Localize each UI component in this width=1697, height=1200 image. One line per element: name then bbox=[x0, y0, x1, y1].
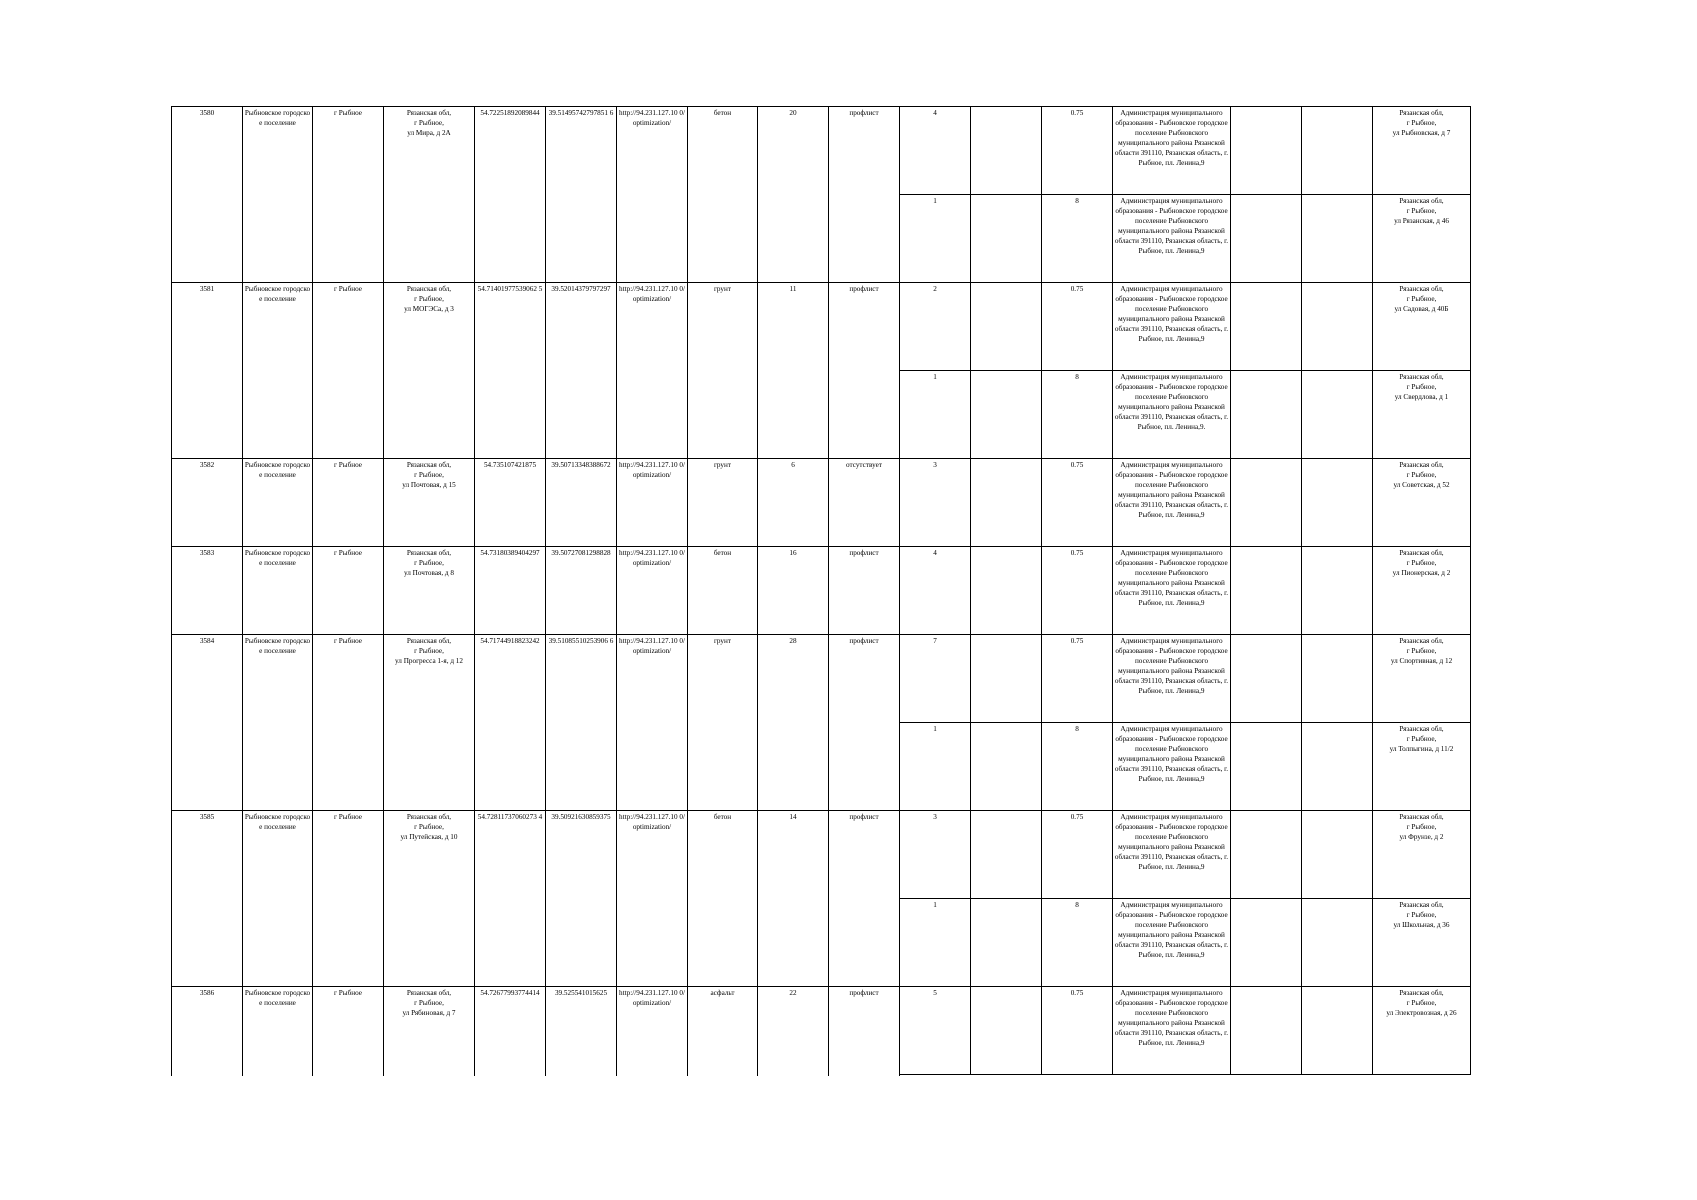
merged-cell-tail bbox=[243, 1075, 313, 1076]
site-address: Рязанская обл, г Рыбное, ул Мира, д 2А bbox=[384, 107, 475, 283]
served-address: Рязанская обл, г Рыбное, ул Рязанская, д 46 bbox=[1373, 195, 1471, 283]
empty-cell bbox=[971, 811, 1042, 899]
owner-info: Администрация муниципального образования - Рыбновское городское поселение Рыбновского муниципального района Рязанской области 391110, Рязанская область, г. Рыбное, пл. Ленина,9 bbox=[1113, 547, 1231, 635]
empty-cell bbox=[1231, 371, 1302, 459]
latitude-value: 54.72251892089844 bbox=[475, 107, 546, 283]
site-area: 11 bbox=[758, 283, 829, 459]
container-volume: 0.75 bbox=[1042, 811, 1113, 899]
settlement-name: Рыбновское городское поселение bbox=[243, 547, 313, 635]
empty-cell bbox=[1302, 899, 1373, 987]
fence-type: профлист bbox=[829, 107, 900, 283]
served-address: Рязанская обл, г Рыбное, ул Советская, д 52 bbox=[1373, 459, 1471, 547]
container-volume: 0.75 bbox=[1042, 459, 1113, 547]
container-volume: 0.75 bbox=[1042, 987, 1113, 1075]
empty-cell bbox=[971, 635, 1042, 723]
served-address: Рязанская обл, г Рыбное, ул Пионерская, д 2 bbox=[1373, 547, 1471, 635]
empty-cell bbox=[971, 195, 1042, 283]
empty-cell bbox=[1231, 635, 1302, 723]
empty-cell bbox=[1302, 195, 1373, 283]
site-area: 22 bbox=[758, 987, 829, 1075]
empty-cell bbox=[1231, 195, 1302, 283]
settlement-name: Рыбновское городское поселение bbox=[243, 635, 313, 811]
owner-info: Администрация муниципального образования - Рыбновское городское поселение Рыбновского муниципального района Рязанской области 391110, Рязанская область, г. Рыбное, пл. Ленина,9 bbox=[1113, 283, 1231, 371]
fence-type: профлист bbox=[829, 811, 900, 987]
record-number: 3580 bbox=[172, 107, 243, 283]
town-name: г Рыбное bbox=[313, 635, 384, 811]
empty-cell bbox=[1302, 371, 1373, 459]
blank-cell bbox=[900, 1075, 971, 1076]
container-count: 1 bbox=[900, 371, 971, 459]
merged-cell-tail bbox=[617, 1075, 688, 1076]
empty-cell bbox=[1231, 899, 1302, 987]
blank-cell bbox=[1373, 1075, 1471, 1076]
registry-table bbox=[171, 106, 1471, 1076]
served-address: Рязанская обл, г Рыбное, ул Фрунзе, д 2 bbox=[1373, 811, 1471, 899]
site-area: 14 bbox=[758, 811, 829, 987]
container-volume: 8 bbox=[1042, 195, 1113, 283]
fence-type: профлист bbox=[829, 283, 900, 459]
owner-info: Администрация муниципального образования - Рыбновское городское поселение Рыбновского муниципального района Рязанской области 391110, Рязанская область, г. Рыбное, пл. Ленина,9 bbox=[1113, 459, 1231, 547]
owner-info: Администрация муниципального образования - Рыбновское городское поселение Рыбновского муниципального района Рязанской области 391110, Рязанская область, г. Рыбное, пл. Ленина,9 bbox=[1113, 723, 1231, 811]
table-row bbox=[172, 635, 1471, 723]
map-link[interactable]: http://94.231.127.10 0/optimization/ bbox=[617, 987, 688, 1075]
container-volume: 0.75 bbox=[1042, 283, 1113, 371]
record-number: 3584 bbox=[172, 635, 243, 811]
table-tail-row bbox=[172, 1075, 1471, 1076]
empty-cell bbox=[1302, 107, 1373, 195]
owner-info: Администрация муниципального образования - Рыбновское городское поселение Рыбновского муниципального района Рязанской области 391110, Рязанская область, г. Рыбное, пл. Ленина,9 bbox=[1113, 107, 1231, 195]
empty-cell bbox=[971, 899, 1042, 987]
empty-cell bbox=[971, 987, 1042, 1075]
owner-info: Администрация муниципального образования - Рыбновское городское поселение Рыбновского муниципального района Рязанской области 391110, Рязанская область, г. Рыбное, пл. Ленина,9 bbox=[1113, 899, 1231, 987]
empty-cell bbox=[971, 107, 1042, 195]
empty-cell bbox=[971, 283, 1042, 371]
longitude-value: 39.52014379797297 bbox=[546, 283, 617, 459]
empty-cell bbox=[971, 459, 1042, 547]
settlement-name: Рыбновское городское поселение bbox=[243, 987, 313, 1075]
empty-cell bbox=[971, 547, 1042, 635]
table-row bbox=[172, 987, 1471, 1075]
table-row bbox=[172, 283, 1471, 371]
empty-cell bbox=[1302, 459, 1373, 547]
empty-cell bbox=[1302, 283, 1373, 371]
longitude-value: 39.50713348388672 bbox=[546, 459, 617, 547]
map-link[interactable]: http://94.231.127.10 0/optimization/ bbox=[617, 811, 688, 987]
map-link[interactable]: http://94.231.127.10 0/optimization/ bbox=[617, 547, 688, 635]
map-link[interactable]: http://94.231.127.10 0/optimization/ bbox=[617, 283, 688, 459]
blank-cell bbox=[1302, 1075, 1373, 1076]
surface-type: бетон bbox=[688, 107, 758, 283]
longitude-value: 39.50727081298828 bbox=[546, 547, 617, 635]
blank-cell bbox=[1042, 1075, 1113, 1076]
settlement-name: Рыбновское городское поселение bbox=[243, 459, 313, 547]
container-count: 5 bbox=[900, 987, 971, 1075]
container-volume: 0.75 bbox=[1042, 547, 1113, 635]
latitude-value: 54.71401977539062 5 bbox=[475, 283, 546, 459]
served-address: Рязанская обл, г Рыбное, ул Толпыгина, д 11/2 bbox=[1373, 723, 1471, 811]
empty-cell bbox=[1231, 547, 1302, 635]
site-address: Рязанская обл, г Рыбное, ул Почтовая, д 8 bbox=[384, 547, 475, 635]
site-area: 6 bbox=[758, 459, 829, 547]
settlement-name: Рыбновское городское поселение bbox=[243, 811, 313, 987]
site-area: 28 bbox=[758, 635, 829, 811]
empty-cell bbox=[1231, 811, 1302, 899]
site-area: 20 bbox=[758, 107, 829, 283]
empty-cell bbox=[1302, 723, 1373, 811]
container-count: 7 bbox=[900, 635, 971, 723]
empty-cell bbox=[1231, 987, 1302, 1075]
served-address: Рязанская обл, г Рыбное, ул Электровозная, д 26 bbox=[1373, 987, 1471, 1075]
served-address: Рязанская обл, г Рыбное, ул Школьная, д 36 bbox=[1373, 899, 1471, 987]
empty-cell bbox=[1231, 723, 1302, 811]
table-row bbox=[172, 811, 1471, 899]
merged-cell-tail bbox=[475, 1075, 546, 1076]
town-name: г Рыбное bbox=[313, 811, 384, 987]
served-address: Рязанская обл, г Рыбное, ул Рыбновская, д 7 bbox=[1373, 107, 1471, 195]
latitude-value: 54.73180389404297 bbox=[475, 547, 546, 635]
table-row bbox=[172, 547, 1471, 635]
empty-cell bbox=[1302, 987, 1373, 1075]
town-name: г Рыбное bbox=[313, 547, 384, 635]
fence-type: профлист bbox=[829, 987, 900, 1075]
empty-cell bbox=[1231, 459, 1302, 547]
merged-cell-tail bbox=[384, 1075, 475, 1076]
container-count: 3 bbox=[900, 811, 971, 899]
owner-info: Администрация муниципального образования - Рыбновское городское поселение Рыбновского муниципального района Рязанской области 391110, Рязанская область, г. Рыбное, пл. Ленина,9 bbox=[1113, 811, 1231, 899]
latitude-value: 54.735107421875 bbox=[475, 459, 546, 547]
empty-cell bbox=[1302, 811, 1373, 899]
owner-info: Администрация муниципального образования - Рыбновское городское поселение Рыбновского муниципального района Рязанской области 391110, Рязанская область, г. Рыбное, пл. Ленина,9 bbox=[1113, 195, 1231, 283]
longitude-value: 39.51085510253906 6 bbox=[546, 635, 617, 811]
table-row bbox=[172, 107, 1471, 195]
record-number: 3583 bbox=[172, 547, 243, 635]
surface-type: бетон bbox=[688, 811, 758, 987]
surface-type: асфальт bbox=[688, 987, 758, 1075]
container-count: 4 bbox=[900, 547, 971, 635]
merged-cell-tail bbox=[172, 1075, 243, 1076]
container-volume: 8 bbox=[1042, 371, 1113, 459]
container-volume: 0.75 bbox=[1042, 107, 1113, 195]
record-number: 3585 bbox=[172, 811, 243, 987]
latitude-value: 54.72811737060273 4 bbox=[475, 811, 546, 987]
container-volume: 8 bbox=[1042, 899, 1113, 987]
owner-info: Администрация муниципального образования - Рыбновское городское поселение Рыбновского муниципального района Рязанской области 391110, Рязанская область, г. Рыбное, пл. Ленина,9. bbox=[1113, 371, 1231, 459]
surface-type: бетон bbox=[688, 547, 758, 635]
surface-type: грунт bbox=[688, 283, 758, 459]
blank-cell bbox=[971, 1075, 1042, 1076]
empty-cell bbox=[1302, 635, 1373, 723]
merged-cell-tail bbox=[546, 1075, 617, 1076]
settlement-name: Рыбновское городское поселение bbox=[243, 283, 313, 459]
empty-cell bbox=[1302, 547, 1373, 635]
surface-type: грунт bbox=[688, 635, 758, 811]
fence-type: профлист bbox=[829, 635, 900, 811]
site-area: 16 bbox=[758, 547, 829, 635]
site-address: Рязанская обл, г Рыбное, ул Рябиновая, д 7 bbox=[384, 987, 475, 1075]
town-name: г Рыбное bbox=[313, 459, 384, 547]
town-name: г Рыбное bbox=[313, 107, 384, 283]
merged-cell-tail bbox=[313, 1075, 384, 1076]
blank-cell bbox=[1113, 1075, 1231, 1076]
container-count: 1 bbox=[900, 723, 971, 811]
container-count: 4 bbox=[900, 107, 971, 195]
town-name: г Рыбное bbox=[313, 987, 384, 1075]
record-number: 3586 bbox=[172, 987, 243, 1075]
site-address: Рязанская обл, г Рыбное, ул Почтовая, д 15 bbox=[384, 459, 475, 547]
site-address: Рязанская обл, г Рыбное, ул Прогресса 1-я, д 12 bbox=[384, 635, 475, 811]
map-link[interactable]: http://94.231.127.10 0/optimization/ bbox=[617, 107, 688, 283]
latitude-value: 54.71744918823242 bbox=[475, 635, 546, 811]
container-count: 1 bbox=[900, 899, 971, 987]
empty-cell bbox=[971, 371, 1042, 459]
served-address: Рязанская обл, г Рыбное, ул Свердлова, д 1 bbox=[1373, 371, 1471, 459]
latitude-value: 54.72677993774414 bbox=[475, 987, 546, 1075]
longitude-value: 39.51495742797851 6 bbox=[546, 107, 617, 283]
container-volume: 0.75 bbox=[1042, 635, 1113, 723]
blank-cell bbox=[1231, 1075, 1302, 1076]
settlement-name: Рыбновское городское поселение bbox=[243, 107, 313, 283]
container-count: 3 bbox=[900, 459, 971, 547]
longitude-value: 39.525541015625 bbox=[546, 987, 617, 1075]
record-number: 3581 bbox=[172, 283, 243, 459]
owner-info: Администрация муниципального образования - Рыбновское городское поселение Рыбновского муниципального района Рязанской области 391110, Рязанская область, г. Рыбное, пл. Ленина,9 bbox=[1113, 987, 1231, 1075]
owner-info: Администрация муниципального образования - Рыбновское городское поселение Рыбновского муниципального района Рязанской области 391110, Рязанская область, г. Рыбное, пл. Ленина,9 bbox=[1113, 635, 1231, 723]
empty-cell bbox=[971, 723, 1042, 811]
map-link[interactable]: http://94.231.127.10 0/optimization/ bbox=[617, 635, 688, 811]
container-volume: 8 bbox=[1042, 723, 1113, 811]
fence-type: отсутствует bbox=[829, 459, 900, 547]
table-row bbox=[172, 459, 1471, 547]
merged-cell-tail bbox=[829, 1075, 900, 1076]
merged-cell-tail bbox=[688, 1075, 758, 1076]
town-name: г Рыбное bbox=[313, 283, 384, 459]
longitude-value: 39.50921630859375 bbox=[546, 811, 617, 987]
container-count: 2 bbox=[900, 283, 971, 371]
site-address: Рязанская обл, г Рыбное, ул Путейская, д 10 bbox=[384, 811, 475, 987]
site-address: Рязанская обл, г Рыбное, ул МОГЭСа, д 3 bbox=[384, 283, 475, 459]
fence-type: профлист bbox=[829, 547, 900, 635]
empty-cell bbox=[1231, 107, 1302, 195]
empty-cell bbox=[1231, 283, 1302, 371]
served-address: Рязанская обл, г Рыбное, ул Спортивная, д 12 bbox=[1373, 635, 1471, 723]
served-address: Рязанская обл, г Рыбное, ул Садовая, д 40Б bbox=[1373, 283, 1471, 371]
surface-type: грунт bbox=[688, 459, 758, 547]
container-count: 1 bbox=[900, 195, 971, 283]
record-number: 3582 bbox=[172, 459, 243, 547]
map-link[interactable]: http://94.231.127.10 0/optimization/ bbox=[617, 459, 688, 547]
merged-cell-tail bbox=[758, 1075, 829, 1076]
